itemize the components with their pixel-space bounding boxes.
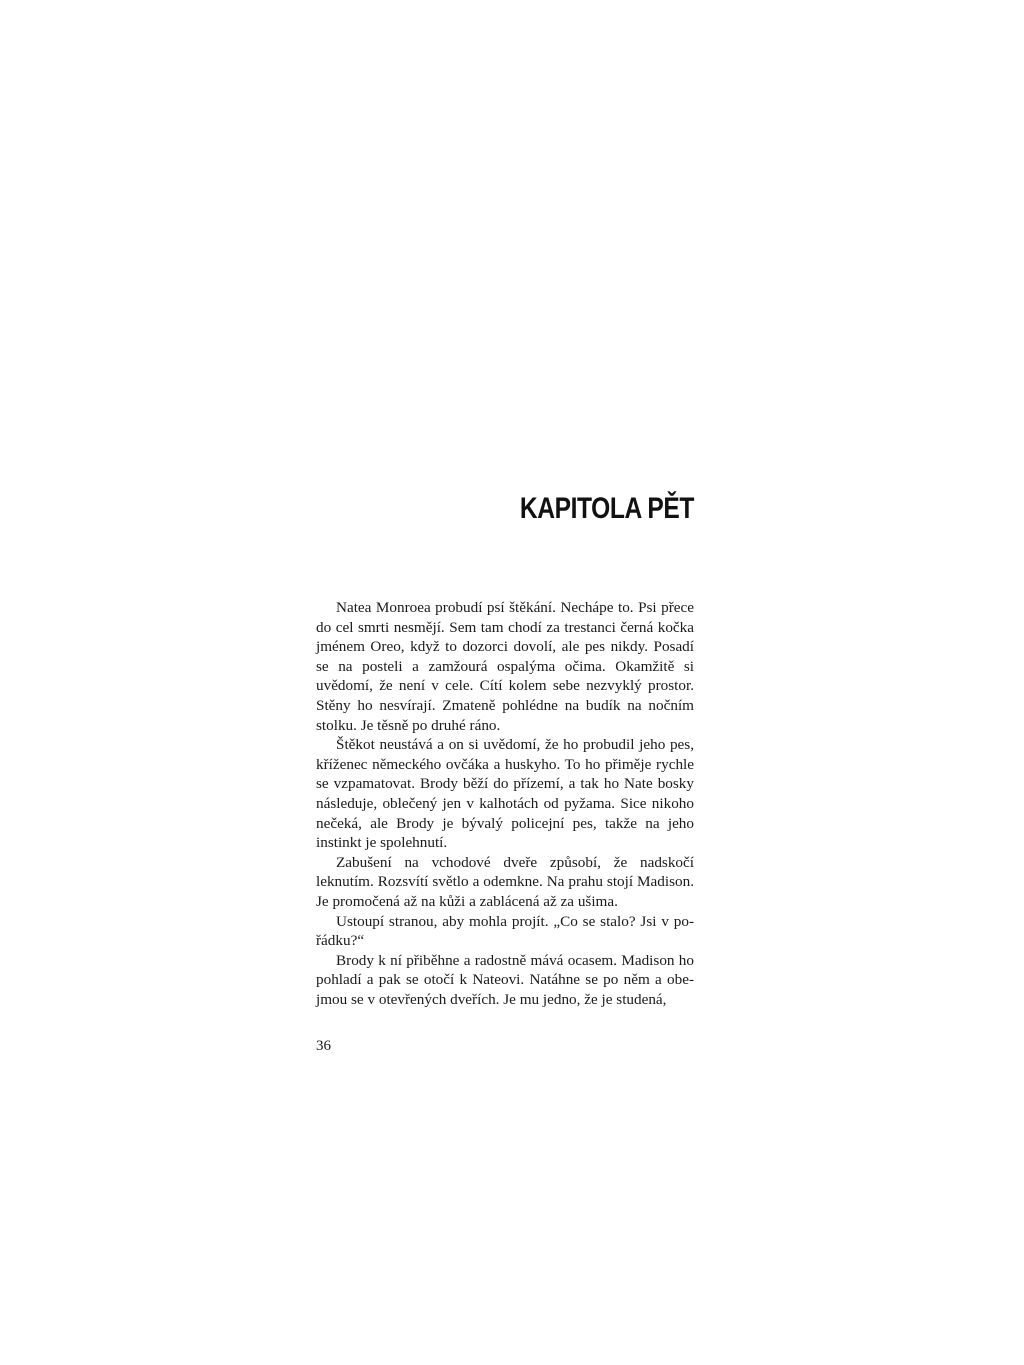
paragraph: Brody k ní přiběhne a radostně mává ocasem. Madison ho pohladí a pak se otočí k Nateovi. Natáhne se po něm a obejmou se v otevřených dveřích. Je mu jedno, že je studená, bbox=[316, 951, 694, 1008]
paragraph: Natea Monroea probudí psí štěkání. Nechápe to. Psi přece do cel smrti nesmějí. Sem tam chodí za trestanci černá kočka jménem Oreo, když to dozorci dovolí, ale pes nikdy. Posadí se na posteli a zamžourá ospalýma očima. Okamžitě si uvědomí, že není v cele. Cítí kolem sebe nezvyklý prostor. Stěny ho nesvírají. Zmateně pohlédne na budík na nočním stolku. Je těsně po druhé ráno. bbox=[316, 599, 694, 734]
paragraph: Štěkot neustává a on si uvědomí, že ho probudil jeho pes, kříženec německého ovčáka a huskyho. To ho přiměje rychle se vzpamatovat. Brody běží do přízemí, a tak ho Nate bosky následuje, oblečený jen v kalhotách od pyžama. Sice nikoho nečeká, ale Brody je bývalý policejní pes, takže na jeho instinkt je spolehnutí. bbox=[316, 736, 694, 852]
page-number: 36 bbox=[316, 1038, 331, 1054]
chapter-title: KAPITOLA PĚT bbox=[519, 492, 694, 525]
paragraph: Zabušení na vchodové dveře způsobí, že nadskočí leknutím. Rozsvítí světlo a odemkne. Na prahu stojí Madison. Je promočená až na kůži a zablácená až za ušima. bbox=[316, 853, 694, 910]
body-text bbox=[316, 598, 694, 1009]
paragraph: Ustoupí stranou, aby mohla projít. „Co se stalo? Jsi v pořádku?“ bbox=[316, 912, 694, 950]
